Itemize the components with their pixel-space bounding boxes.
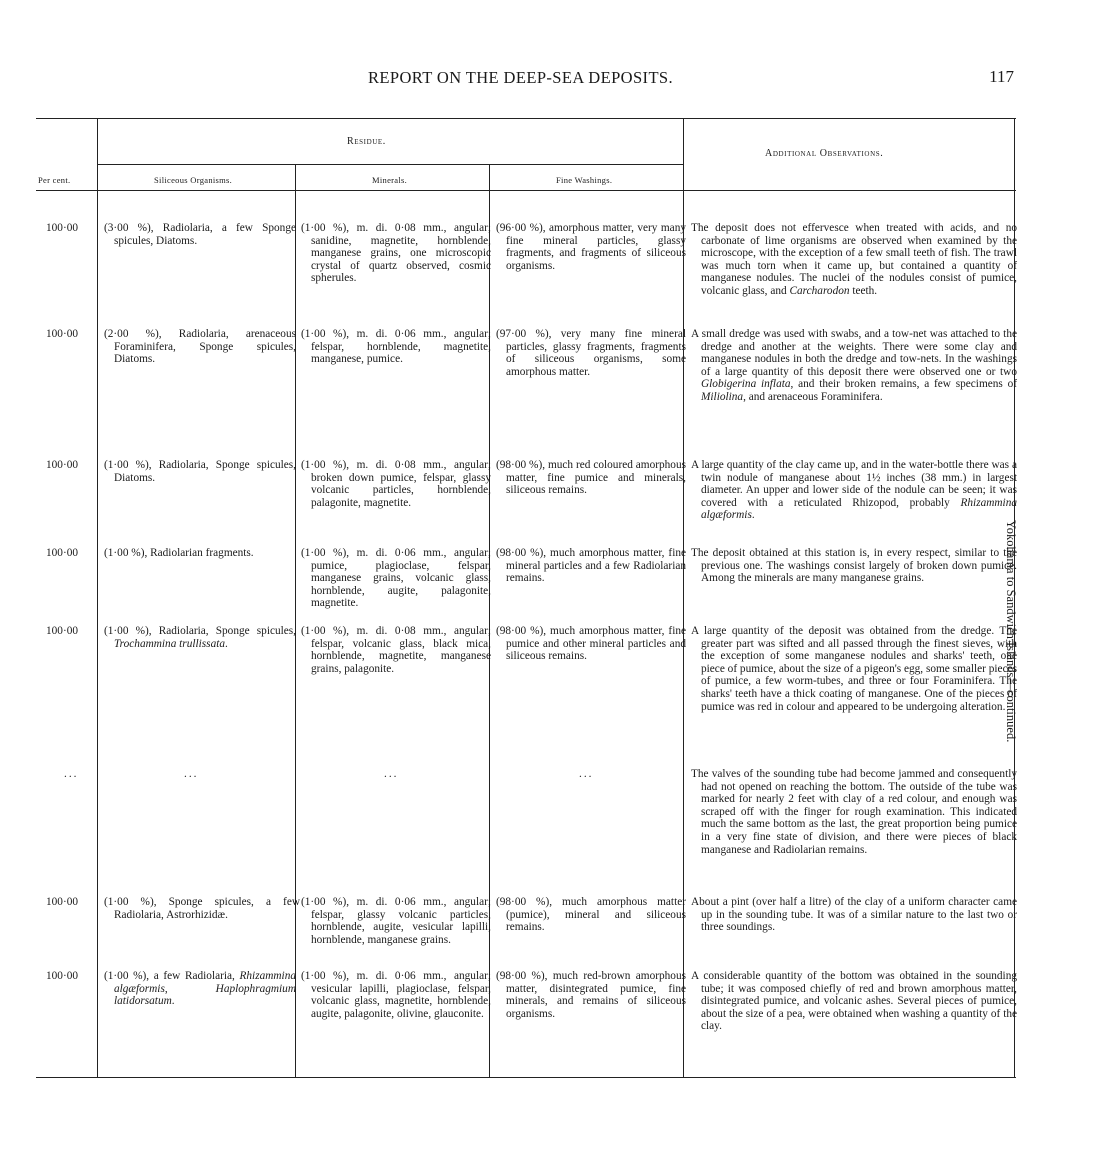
row2-siliceous: (2·00 %), Radiolaria, arenaceous Foraminifera, Sponge spicules, Diatoms. bbox=[104, 328, 296, 366]
row7-per-cent: 100·00 bbox=[46, 896, 79, 908]
table-top-rule bbox=[36, 118, 1016, 119]
header-minerals: Minerals. bbox=[372, 175, 408, 185]
header-bottom-rule bbox=[36, 190, 1016, 191]
row5-fine-washings: (98·00 %), much amorphous matter, fine pumice and other mineral particles and siliceous remains. bbox=[496, 625, 686, 663]
row3-per-cent: 100·00 bbox=[46, 459, 79, 471]
row1-fine-washings: (96·00 %), amorphous matter, very many fine mineral particles, glassy fragments, and fragments of siliceous organisms. bbox=[496, 222, 686, 272]
row4-fine-washings: (98·00 %), much amorphous matter, fine mineral particles and a few Radiolarian remains. bbox=[496, 547, 686, 585]
row3-minerals: (1·00 %), m. di. 0·08 mm., angular; broken down pumice, felspar, glassy volcanic particles, hornblende, palagonite, magnetite. bbox=[301, 459, 491, 509]
header-siliceous-organisms: Siliceous Organisms. bbox=[154, 175, 233, 185]
row5-per-cent: 100·00 bbox=[46, 625, 79, 637]
row6-per-cent: ... bbox=[64, 768, 79, 780]
row6-observations: The valves of the sounding tube had become jammed and consequently had not opened on reaching the bottom. The outside of the tube was marked for nearly 2 feet with clay of a red colour, and enough was scraped off with the finger for rough examination. This indicated much the same bottom as the last, the great proportion being pumice in a very fine state of division, and there were pieces of black manganese and Radiolarian remains. bbox=[691, 768, 1017, 856]
row5-minerals: (1·00 %), m. di. 0·08 mm., angular; felspar, volcanic glass, black mica, hornblende, magnetite, manganese grains, palagonite. bbox=[301, 625, 491, 675]
row5-observations: A large quantity of the deposit was obtained from the dredge. The greater part was sifted and all passed through the finest sieves, with the exception of some manganese nodules and sharks' teeth, one piece of pumice, about the size of a pigeon's egg, some smaller pieces of pumice, a few worm-tubes, and three or four Foraminifera. The sharks' teeth have a thick coating of manganese. One of the pieces of pumice was red in colour and appeared to be undergoing alteration. bbox=[691, 625, 1017, 713]
row6-fine-washings: ... bbox=[579, 768, 594, 780]
residue-underline bbox=[97, 164, 683, 165]
table-bottom-rule bbox=[36, 1077, 1016, 1078]
row8-minerals: (1·00 %), m. di. 0·06 mm., angular; vesicular lapilli, plagioclase, felspar, volcanic glass, magnetite, hornblende, augite, palagonite, olivine, glauconite. bbox=[301, 970, 491, 1020]
page-header bbox=[0, 62, 1100, 92]
row4-minerals: (1·00 %), m. di. 0·06 mm., angular; pumice, plagioclase, felspar, manganese grains, volcanic glass, hornblende, augite, palagonite, magnetite. bbox=[301, 547, 491, 610]
row8-fine-washings: (98·00 %), much red-brown amorphous matter, disintegrated pumice, fine minerals, and remains of siliceous organisms. bbox=[496, 970, 686, 1020]
row7-siliceous: (1·00 %), Sponge spicules, a few Radiolaria, Astrorhizidæ. bbox=[104, 896, 300, 921]
row1-minerals: (1·00 %), m. di. 0·08 mm., angular; sanidine, magnetite, hornblende, manganese grains, one microscopic crystal of quartz observed, cosmic spherules. bbox=[301, 222, 491, 285]
row4-per-cent: 100·00 bbox=[46, 547, 79, 559]
row1-per-cent: 100·00 bbox=[46, 222, 79, 234]
row8-siliceous: (1·00 %), a few Radiolaria, Rhizammina algæformis, Haplophragmium latidorsatum. bbox=[104, 970, 296, 1008]
row7-fine-washings: (98·00 %), much amorphous matter (pumice), mineral and siliceous remains. bbox=[496, 896, 686, 934]
row6-minerals: ... bbox=[384, 768, 399, 780]
row8-per-cent: 100·00 bbox=[46, 970, 79, 982]
header-per-cent: Per cent. bbox=[38, 175, 71, 185]
header-additional-observations: Additional Observations. bbox=[765, 148, 884, 159]
row3-fine-washings: (98·00 %), much red coloured amorphous matter, fine pumice and minerals, siliceous remains. bbox=[496, 459, 686, 497]
row1-siliceous: (3·00 %), Radiolaria, a few Sponge spicules, Diatoms. bbox=[104, 222, 296, 247]
row1-observations: The deposit does not effervesce when treated with acids, and no carbonate of lime organisms are observed when examined by the microscope, with the exception of a few small teeth of fish. The trawl was much torn when it came up, but contained a quantity of manganese nodules. The nuclei of the nodules consist of pumice, volcanic glass, and Carcharodon teeth. bbox=[691, 222, 1017, 297]
col-rule-2 bbox=[295, 164, 296, 1078]
row3-siliceous: (1·00 %), Radiolaria, Sponge spicules, Diatoms. bbox=[104, 459, 296, 484]
row4-observations: The deposit obtained at this station is, in every respect, similar to the previous one. The washings consist largely of broken down pumice. Among the minerals are many manganese grains. bbox=[691, 547, 1017, 585]
residue-heading: Residue. bbox=[347, 136, 386, 147]
row2-fine-washings: (97·00 %), very many fine mineral particles, glassy fragments, fragments of siliceous organisms, some amorphous matter. bbox=[496, 328, 686, 378]
row2-per-cent: 100·00 bbox=[46, 328, 79, 340]
row5-siliceous: (1·00 %), Radiolaria, Sponge spicules, Trochammina trullissata. bbox=[104, 625, 296, 650]
row3-observations: A large quantity of the clay came up, and in the water-bottle there was a twin nodule of manganese about 1½ inches (38 mm.) in largest diameter. An upper and lower side of the nodule can be seen; it was covered with a reticulated Rhizopod, probably Rhizammina algæformis. bbox=[691, 459, 1017, 522]
row7-observations: About a pint (over half a litre) of the clay of a uniform character came up in the sounding tube. It was of a similar nature to the last two or three soundings. bbox=[691, 896, 1017, 934]
row4-siliceous: (1·00 %), Radiolarian fragments. bbox=[104, 547, 254, 559]
row6-siliceous: ... bbox=[184, 768, 199, 780]
row8-observations: A considerable quantity of the bottom was obtained in the sounding tube; it was composed chiefly of red and brown amorphous matter, disintegrated pumice, and volcanic ashes. Several pieces of pumice, about the size of a pea, were obtained when washing a quantity of the clay. bbox=[691, 970, 1017, 1033]
row7-minerals: (1·00 %), m. di. 0·06 mm., angular; felspar, glassy volcanic particles, hornblende, augite, vesicular lapilli, hornblende, manganese grains. bbox=[301, 896, 491, 946]
header-fine-washings: Fine Washings. bbox=[556, 175, 613, 185]
col-rule-1 bbox=[97, 118, 98, 1078]
page-number: 117 bbox=[989, 67, 1014, 86]
row2-observations: A small dredge was used with swabs, and a tow-net was attached to the dredge and another at the weights. There were some clay and manganese nodules in both the dredge and tow-nets. In the washings of a large quantity of this deposit there were observed one or two Globigerina inflata, and their broken remains, a few specimens of Miliolina, and arenaceous Foraminifera. bbox=[691, 328, 1017, 403]
side-note: Yokohama to Sandwich Islands—continued. bbox=[1004, 520, 1018, 743]
row2-minerals: (1·00 %), m. di. 0·06 mm., angular; felspar, hornblende, magnetite, manganese, pumice. bbox=[301, 328, 491, 366]
page-title: REPORT ON THE DEEP-SEA DEPOSITS. bbox=[368, 68, 674, 87]
